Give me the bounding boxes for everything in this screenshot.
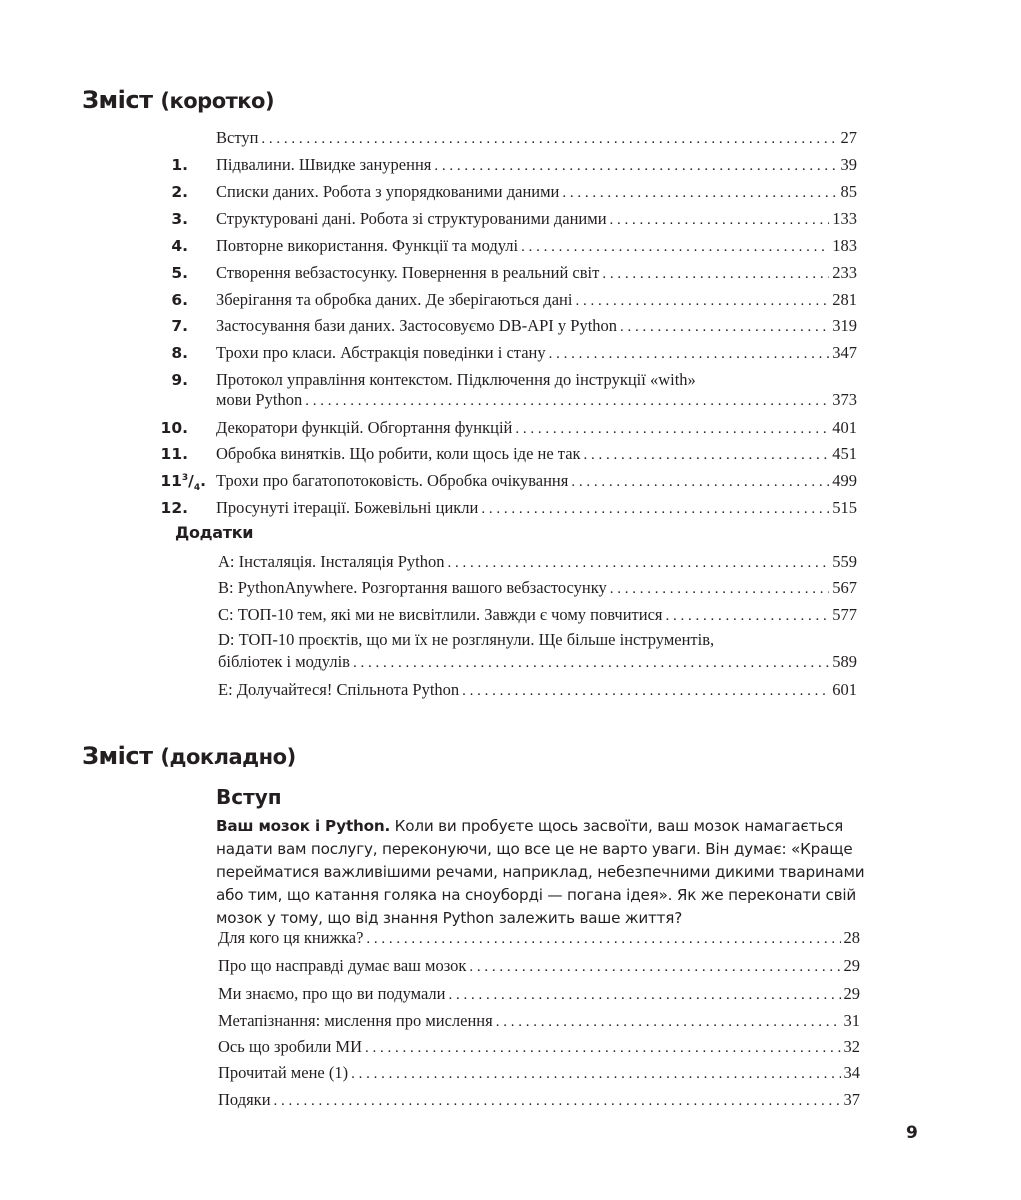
toc-full-entry[interactable] bbox=[218, 928, 860, 949]
toc-entry-page: 31 bbox=[843, 1011, 860, 1030]
toc-entry-page: 373 bbox=[832, 390, 857, 409]
toc-entry-title: Декоратори функцій. Обгортання функцій bbox=[216, 418, 513, 437]
chapter-number: 11. bbox=[160, 445, 188, 463]
toc-entry-title-line1: Протокол управління контекстом. Підключення до інструкції «with» bbox=[216, 370, 696, 389]
toc-chapter-entry[interactable] bbox=[216, 182, 857, 203]
page-number: 9 bbox=[906, 1123, 918, 1143]
toc-appendix-entry[interactable] bbox=[218, 578, 857, 599]
intro-text: Коли ви пробуєте щось засвоїти, ваш мозок намагається надати вам послугу, переконуючи, що все це не варто уваги. Він думає: «Краще перейматися важливішими речами, наприклад, небезпечними дикими тваринами або тим, що катання голяка на сноуборді — погана ідея». Як же переконати свій мозок у тому, що від знання Python залежить ваше життя? bbox=[216, 817, 865, 927]
toc-entry-page: 34 bbox=[843, 1063, 860, 1082]
dot-leader bbox=[515, 419, 829, 439]
toc-entry-page: 515 bbox=[832, 498, 857, 517]
toc-entry-title: B: PythonAnywhere. Розгортання вашого вебзастосунку bbox=[218, 578, 607, 597]
toc-entry-title: Ось що зробили МИ bbox=[218, 1037, 362, 1056]
dot-leader bbox=[353, 653, 829, 673]
toc-entry-page: 567 bbox=[832, 578, 857, 597]
dot-leader bbox=[496, 1012, 841, 1032]
toc-entry-title: Створення вебзастосунку. Повернення в реальний світ bbox=[216, 263, 600, 282]
dot-leader bbox=[261, 129, 837, 149]
toc-entry-page: 32 bbox=[843, 1037, 860, 1056]
toc-entry-title: Зберігання та обробка даних. Де зберігаються дані bbox=[216, 290, 573, 309]
toc-entry-page: 183 bbox=[832, 236, 857, 255]
dot-leader bbox=[434, 156, 837, 176]
dot-leader bbox=[610, 579, 829, 599]
toc-chapter-entry[interactable] bbox=[216, 471, 857, 492]
toc-chapter-entry[interactable] bbox=[216, 370, 857, 411]
toc-entry-title: бібліотек і модулів bbox=[218, 652, 350, 671]
toc-chapter-entry[interactable] bbox=[216, 236, 857, 257]
toc-entry-page: 601 bbox=[832, 680, 857, 699]
toc-entry-title: Списки даних. Робота з упорядкованими даними bbox=[216, 182, 560, 201]
toc-entry-page: 499 bbox=[832, 471, 857, 490]
toc-short-title-paren: (коротко) bbox=[160, 89, 275, 113]
toc-entry-title: Метапізнання: мислення про мислення bbox=[218, 1011, 493, 1030]
toc-entry-title: Просунуті ітерації. Божевільні цикли bbox=[216, 498, 479, 517]
dot-leader bbox=[549, 344, 830, 364]
toc-entry-title: Застосування бази даних. Застосовуємо DB-API у Python bbox=[216, 316, 618, 335]
toc-entry-title: Повторне використання. Функції та модулі bbox=[216, 236, 519, 255]
toc-full-title bbox=[82, 742, 296, 770]
toc-chapter-entry[interactable] bbox=[216, 343, 857, 364]
toc-entry-title: Для кого ця книжка? bbox=[218, 928, 364, 947]
toc-full-entry[interactable] bbox=[218, 956, 860, 977]
toc-entry-title: C: ТОП-10 тем, які ми не висвітлили. Завжди є чому повчитися bbox=[218, 605, 663, 624]
toc-entry-title: E: Долучайтеся! Спільнота Python bbox=[218, 680, 460, 699]
toc-entry-page: 29 bbox=[843, 956, 860, 975]
dot-leader bbox=[274, 1091, 841, 1111]
toc-appendix-entry[interactable] bbox=[218, 630, 857, 673]
toc-chapter-entry[interactable] bbox=[216, 209, 857, 230]
toc-chapter-entry[interactable] bbox=[216, 155, 857, 176]
toc-entry-title: Структуровані дані. Робота зі структурованими даними bbox=[216, 209, 607, 228]
toc-entry-title: Трохи про класи. Абстракція поведінки і стану bbox=[216, 343, 546, 362]
intro-heading: Вступ bbox=[216, 785, 282, 809]
toc-full-title-paren: (докладно) bbox=[160, 745, 296, 769]
toc-entry-page: 319 bbox=[832, 316, 857, 335]
toc-entry-page: 589 bbox=[832, 652, 857, 671]
dot-leader bbox=[602, 264, 829, 284]
intro-lead: Ваш мозок і Python. bbox=[216, 817, 391, 835]
chapter-number: 8. bbox=[171, 344, 188, 362]
toc-chapter-entry[interactable] bbox=[216, 418, 857, 439]
toc-entry-title: Прочитай мене (1) bbox=[218, 1063, 349, 1082]
toc-entry-page: 577 bbox=[832, 605, 857, 624]
toc-full-title-main: Зміст bbox=[82, 742, 153, 770]
dot-leader bbox=[365, 1038, 841, 1058]
toc-entry-page: 29 bbox=[843, 984, 860, 1003]
toc-chapter-entry[interactable] bbox=[216, 498, 857, 519]
chapter-number-sup: 3 bbox=[181, 472, 189, 483]
toc-entry-title: A: Інсталяція. Інсталяція Python bbox=[218, 552, 445, 571]
toc-appendix-entry[interactable] bbox=[218, 605, 857, 626]
toc-short-intro-entry[interactable] bbox=[216, 128, 857, 149]
dot-leader bbox=[447, 553, 829, 573]
toc-full-entry[interactable] bbox=[218, 1037, 860, 1058]
chapter-number-sub: 4 bbox=[193, 483, 201, 494]
chapter-number: 2. bbox=[171, 183, 188, 201]
dot-leader bbox=[521, 237, 829, 257]
chapter-number: 5. bbox=[171, 264, 188, 282]
dot-leader bbox=[665, 606, 829, 626]
dot-leader bbox=[571, 472, 829, 492]
chapter-number: 10. bbox=[160, 419, 188, 437]
chapter-number: 3. bbox=[171, 210, 188, 228]
dot-leader bbox=[449, 985, 841, 1005]
toc-entry-page: 133 bbox=[832, 209, 857, 228]
toc-entry-page: 27 bbox=[840, 128, 857, 147]
toc-entry-title: Трохи про багатопотоковість. Обробка очікування bbox=[216, 471, 569, 490]
dot-leader bbox=[351, 1064, 840, 1084]
dot-leader bbox=[366, 929, 840, 949]
appendix-heading: Додатки bbox=[175, 523, 254, 542]
chapter-number-base: 11 bbox=[160, 472, 182, 490]
chapter-number: $11^3/_4$. bbox=[160, 472, 206, 494]
dot-leader bbox=[610, 210, 830, 230]
toc-entry-page: 559 bbox=[832, 552, 857, 571]
dot-leader bbox=[584, 445, 830, 465]
chapter-number: 6. bbox=[171, 291, 188, 309]
toc-entry-page: 37 bbox=[843, 1090, 860, 1109]
chapter-number: 4. bbox=[171, 237, 188, 255]
toc-entry-page: 451 bbox=[832, 444, 857, 463]
intro-paragraph bbox=[216, 815, 866, 930]
chapter-number: 7. bbox=[171, 317, 188, 335]
toc-entry-page: 28 bbox=[843, 928, 860, 947]
toc-entry-title: Вступ bbox=[216, 128, 259, 147]
chapter-number: 1. bbox=[171, 156, 188, 174]
toc-entry-page: 281 bbox=[832, 290, 857, 309]
toc-full-entry[interactable] bbox=[218, 1063, 860, 1084]
toc-chapter-entry[interactable] bbox=[216, 290, 857, 311]
dot-leader bbox=[481, 499, 829, 519]
toc-full-entry[interactable] bbox=[218, 984, 860, 1005]
toc-appendix-entry[interactable] bbox=[218, 680, 857, 701]
toc-entry-title: мови Python bbox=[216, 390, 303, 409]
dot-leader bbox=[469, 957, 840, 977]
toc-chapter-entry[interactable] bbox=[216, 316, 857, 337]
chapter-number: 12. bbox=[160, 499, 188, 517]
toc-appendix-entry[interactable] bbox=[218, 552, 857, 573]
toc-entry-title: Про що насправді думає ваш мозок bbox=[218, 956, 467, 975]
toc-entry-title: Подяки bbox=[218, 1090, 271, 1109]
toc-entry-title: Підвалини. Швидке занурення bbox=[216, 155, 432, 174]
toc-full-entry[interactable] bbox=[218, 1090, 860, 1111]
dot-leader bbox=[305, 391, 829, 411]
dot-leader bbox=[562, 183, 837, 203]
toc-entry-page: 233 bbox=[832, 263, 857, 282]
toc-entry-title: Обробка винятків. Що робити, коли щось іде не так bbox=[216, 444, 581, 463]
toc-short-title bbox=[82, 86, 274, 114]
dot-leader bbox=[620, 317, 829, 337]
toc-entry-title: Ми знаємо, про що ви подумали bbox=[218, 984, 446, 1003]
toc-entry-title-line1: D: ТОП-10 проєктів, що ми їх не розглянули. Ще більше інструментів, bbox=[218, 630, 715, 649]
dot-leader bbox=[575, 291, 829, 311]
toc-short-title-main: Зміст bbox=[82, 86, 153, 114]
dot-leader bbox=[462, 681, 829, 701]
toc-entry-page: 347 bbox=[832, 343, 857, 362]
toc-chapter-entry[interactable] bbox=[216, 444, 857, 465]
toc-full-entry[interactable] bbox=[218, 1011, 860, 1032]
toc-chapter-entry[interactable] bbox=[216, 263, 857, 284]
toc-entry-page: 85 bbox=[840, 182, 857, 201]
chapter-number: 9. bbox=[171, 371, 188, 389]
toc-entry-page: 401 bbox=[832, 418, 857, 437]
toc-entry-page: 39 bbox=[840, 155, 857, 174]
